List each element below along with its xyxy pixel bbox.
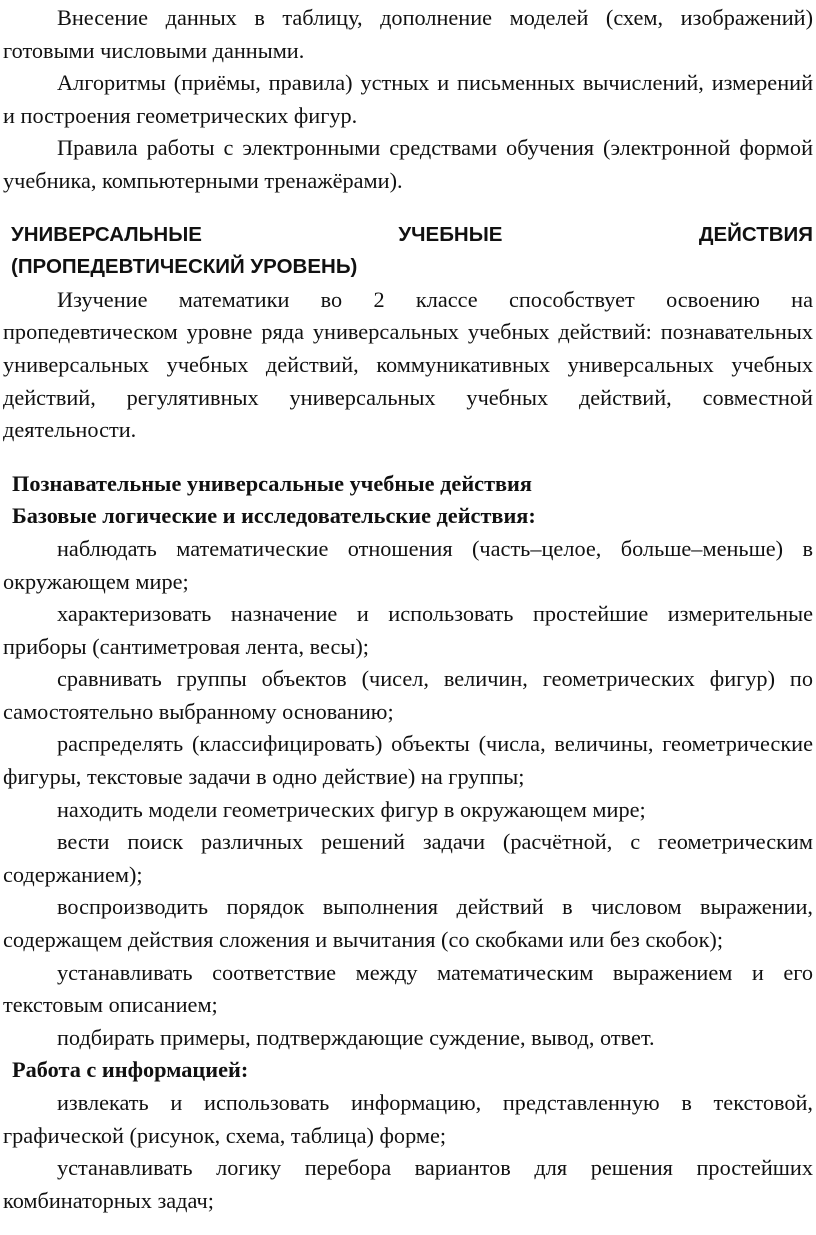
list-item: воспроизводить порядок выполнения действий в числовом выражении, содержащем действия сложения и вычитания (со скобками или без скобок); (3, 894, 813, 953)
intro-paragraph-2: Алгоритмы (приёмы, правила) устных и письменных вычислений, измерений и построения геометрических фигур. (3, 70, 813, 128)
list-item: устанавливать соответствие между математическим выражением и его текстовым описанием; (3, 959, 813, 1018)
cognitive-actions-title: Познавательные универсальные учебные действия (12, 470, 532, 496)
info-work-title: Работа с информацией: (12, 1057, 249, 1083)
intro-paragraph-1: Внесение данных в таблицу, дополнение моделей (схем, изображений) готовыми числовыми данными. (3, 5, 813, 63)
list-item: характеризовать назначение и использовать простейшие измерительные приборы (сантиметровая лента, весы); (3, 601, 813, 659)
section-intro-paragraph: Изучение математики во 2 классе способствует освоению на пропедевтическом уровне ряда универсальных учебных действий: познавательных универсальных учебных действий, коммуникативных универсальных учебных действий, регулятивных универсальных учебных действий, совместной деятельности. (3, 286, 813, 443)
spacer (3, 447, 813, 468)
list-item: находить модели геометрических фигур в окружающем мире; (57, 796, 646, 822)
list-item: вести поиск различных решений задачи (расчётной, с геометрическим содержанием); (3, 829, 813, 887)
list-item: сравнивать группы объектов (чисел, величин, геометрических фигур) по самостоятельно выбранному основанию; (3, 666, 813, 724)
list-item: распределять (классифицировать) объекты (числа, величины, геометрические фигуры, текстовые задачи в одно действие) на группы; (3, 731, 813, 790)
intro-paragraph-3: Правила работы с электронными средствами обучения (электронной формой учебника, компьютерными тренажёрами). (3, 135, 813, 193)
section-heading-line-1: УНИВЕРСАЛЬНЫЕ УЧЕБНЫЕ ДЕЙСТВИЯ (11, 222, 813, 246)
list-item: извлекать и использовать информацию, представленную в текстовой, графической (рисунок, схема, таблица) форме; (3, 1090, 813, 1148)
list-item: наблюдать математические отношения (часть–целое, больше–меньше) в окружающем мире; (3, 535, 813, 594)
list-item: подбирать примеры, подтверждающие суждение, вывод, ответ. (57, 1024, 655, 1050)
spacer (3, 198, 813, 219)
list-item: устанавливать логику перебора вариантов для решения простейших комбинаторных задач; (3, 1155, 813, 1213)
section-heading-line-2: (ПРОПЕДЕВТИЧЕСКИЙ УРОВЕНЬ) (11, 255, 358, 279)
logical-actions-title: Базовые логические и исследовательские действия: (12, 503, 536, 529)
section-heading (3, 219, 813, 284)
